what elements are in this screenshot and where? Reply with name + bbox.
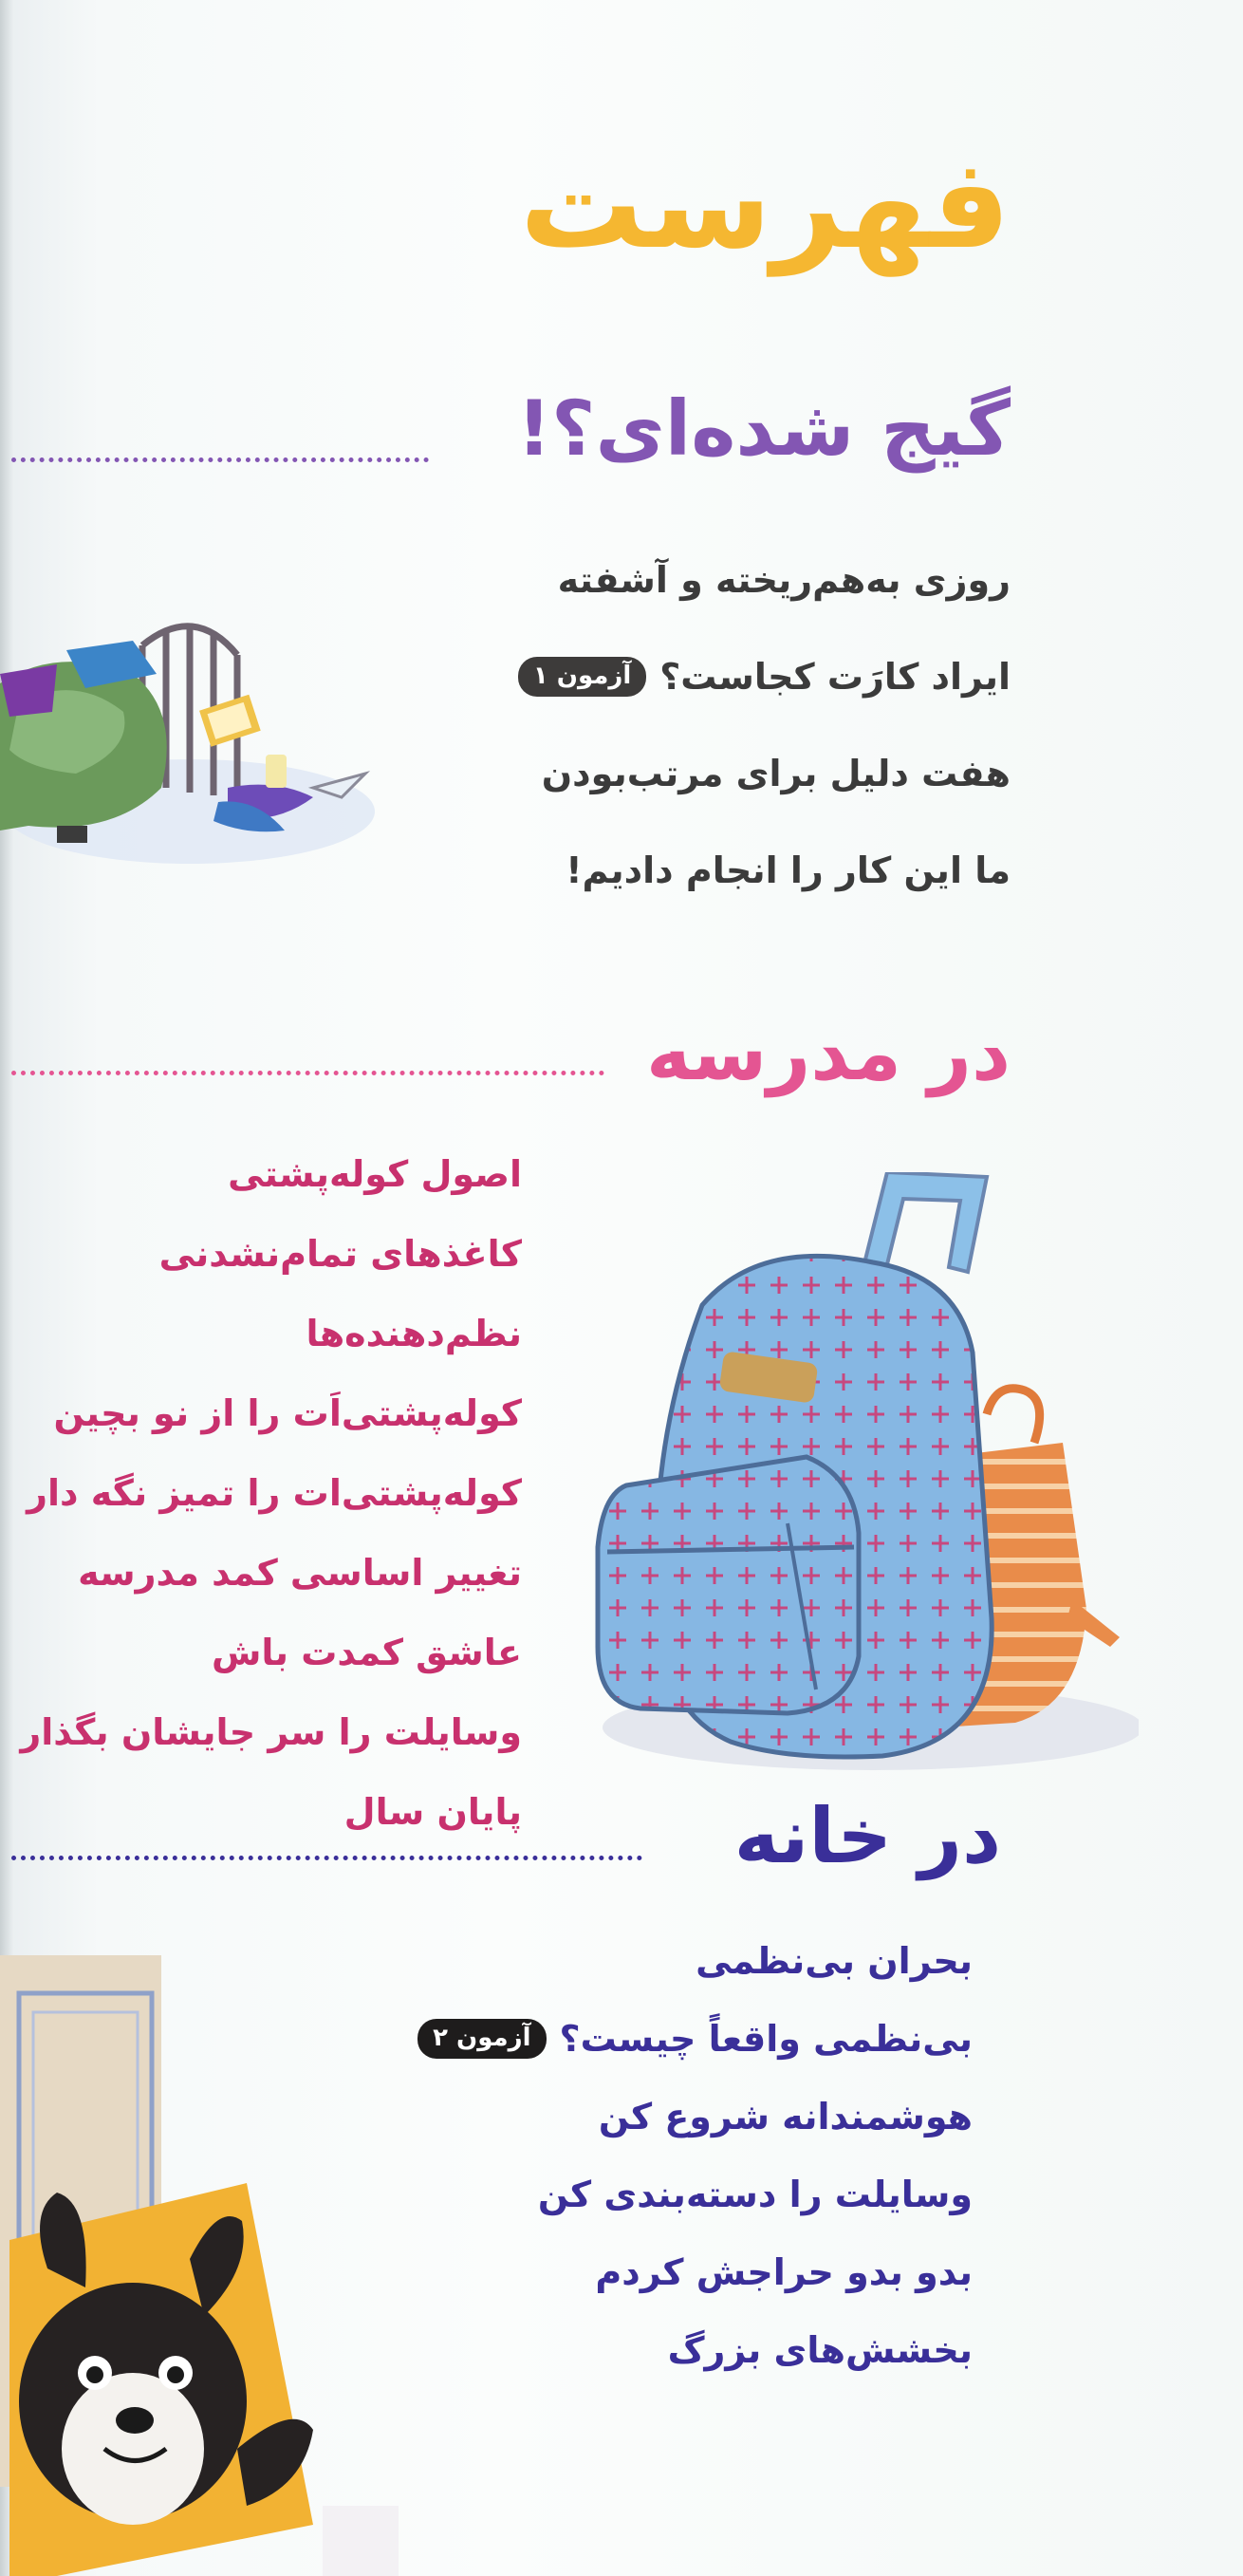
list-item[interactable] <box>417 1922 973 2000</box>
item-label: بخشش‌های بزرگ <box>667 2329 973 2371</box>
backpack-illustration <box>569 1172 1139 1780</box>
item-label: بحران بی‌نظمی <box>696 1940 973 1982</box>
item-label: عاشق کمدت باش <box>212 1632 522 1673</box>
list-item[interactable] <box>518 725 1011 822</box>
section-heading-school: در مدرسه <box>646 1009 1011 1097</box>
section-divider <box>11 457 429 462</box>
list-item[interactable] <box>20 1453 522 1533</box>
list-item[interactable] <box>20 1373 522 1453</box>
section-heading-home: در خانه <box>733 1792 1001 1880</box>
section-item-list <box>417 1922 973 2389</box>
section-heading-confused: گیج شده‌ای؟! <box>516 384 1011 473</box>
section-divider <box>11 1856 642 1860</box>
dog-toy-illustration <box>0 1955 399 2576</box>
item-label: ایراد کارَت کجاست؟ <box>659 656 1011 698</box>
item-label: پایان سال <box>343 1791 522 1833</box>
item-label: ما این کار را انجام دادیم! <box>566 849 1011 891</box>
list-item[interactable] <box>20 1772 522 1852</box>
messy-bedroom-illustration <box>0 607 380 883</box>
list-item[interactable] <box>518 532 1011 628</box>
item-label: اصول کوله‌پشتی <box>228 1153 522 1195</box>
section-item-list <box>20 1134 522 1852</box>
item-label: تغییر اساسی کمد مدرسه <box>78 1552 522 1594</box>
list-item[interactable] <box>20 1613 522 1692</box>
item-label: کوله‌پشتی‌اَت را از نو بچین <box>53 1392 522 1434</box>
quiz-badge: آزمون ۲ <box>417 2019 546 2060</box>
list-item[interactable] <box>518 822 1011 919</box>
list-item[interactable] <box>417 2233 973 2311</box>
list-item[interactable] <box>20 1214 522 1294</box>
list-item[interactable] <box>417 2311 973 2389</box>
item-label: هوشمندانه شروع کن <box>598 2096 973 2137</box>
item-label: کاغذهای تمام‌نشدنی <box>158 1233 522 1275</box>
list-item[interactable] <box>417 2000 973 2078</box>
list-item[interactable] <box>518 628 1011 725</box>
list-item[interactable] <box>20 1134 522 1214</box>
item-label: نظم‌دهنده‌ها <box>306 1313 522 1354</box>
list-item[interactable] <box>417 2078 973 2156</box>
section-divider <box>11 1071 604 1075</box>
list-item[interactable] <box>20 1294 522 1373</box>
item-label: هفت دلیل برای مرتب‌بودن <box>541 753 1011 794</box>
list-item[interactable] <box>20 1692 522 1772</box>
list-item[interactable] <box>417 2156 973 2233</box>
list-item[interactable] <box>20 1533 522 1613</box>
item-label: کوله‌پشتی‌ات را تمیز نگه دار <box>27 1472 522 1514</box>
item-label: بدو بدو حراجش کردم <box>595 2251 973 2293</box>
item-label: وسایلت را دسته‌بندی کن <box>537 2174 973 2215</box>
page-title: فهرست <box>519 132 1011 276</box>
quiz-badge: آزمون ۱ <box>518 657 646 698</box>
item-label: وسایلت را سر جایشان بگذار <box>20 1711 522 1753</box>
section-item-list <box>518 532 1011 919</box>
item-label: بی‌نظمی واقعاً چیست؟ <box>559 2018 973 2060</box>
item-label: روزی به‌هم‌ریخته و آشفته <box>557 559 1011 601</box>
